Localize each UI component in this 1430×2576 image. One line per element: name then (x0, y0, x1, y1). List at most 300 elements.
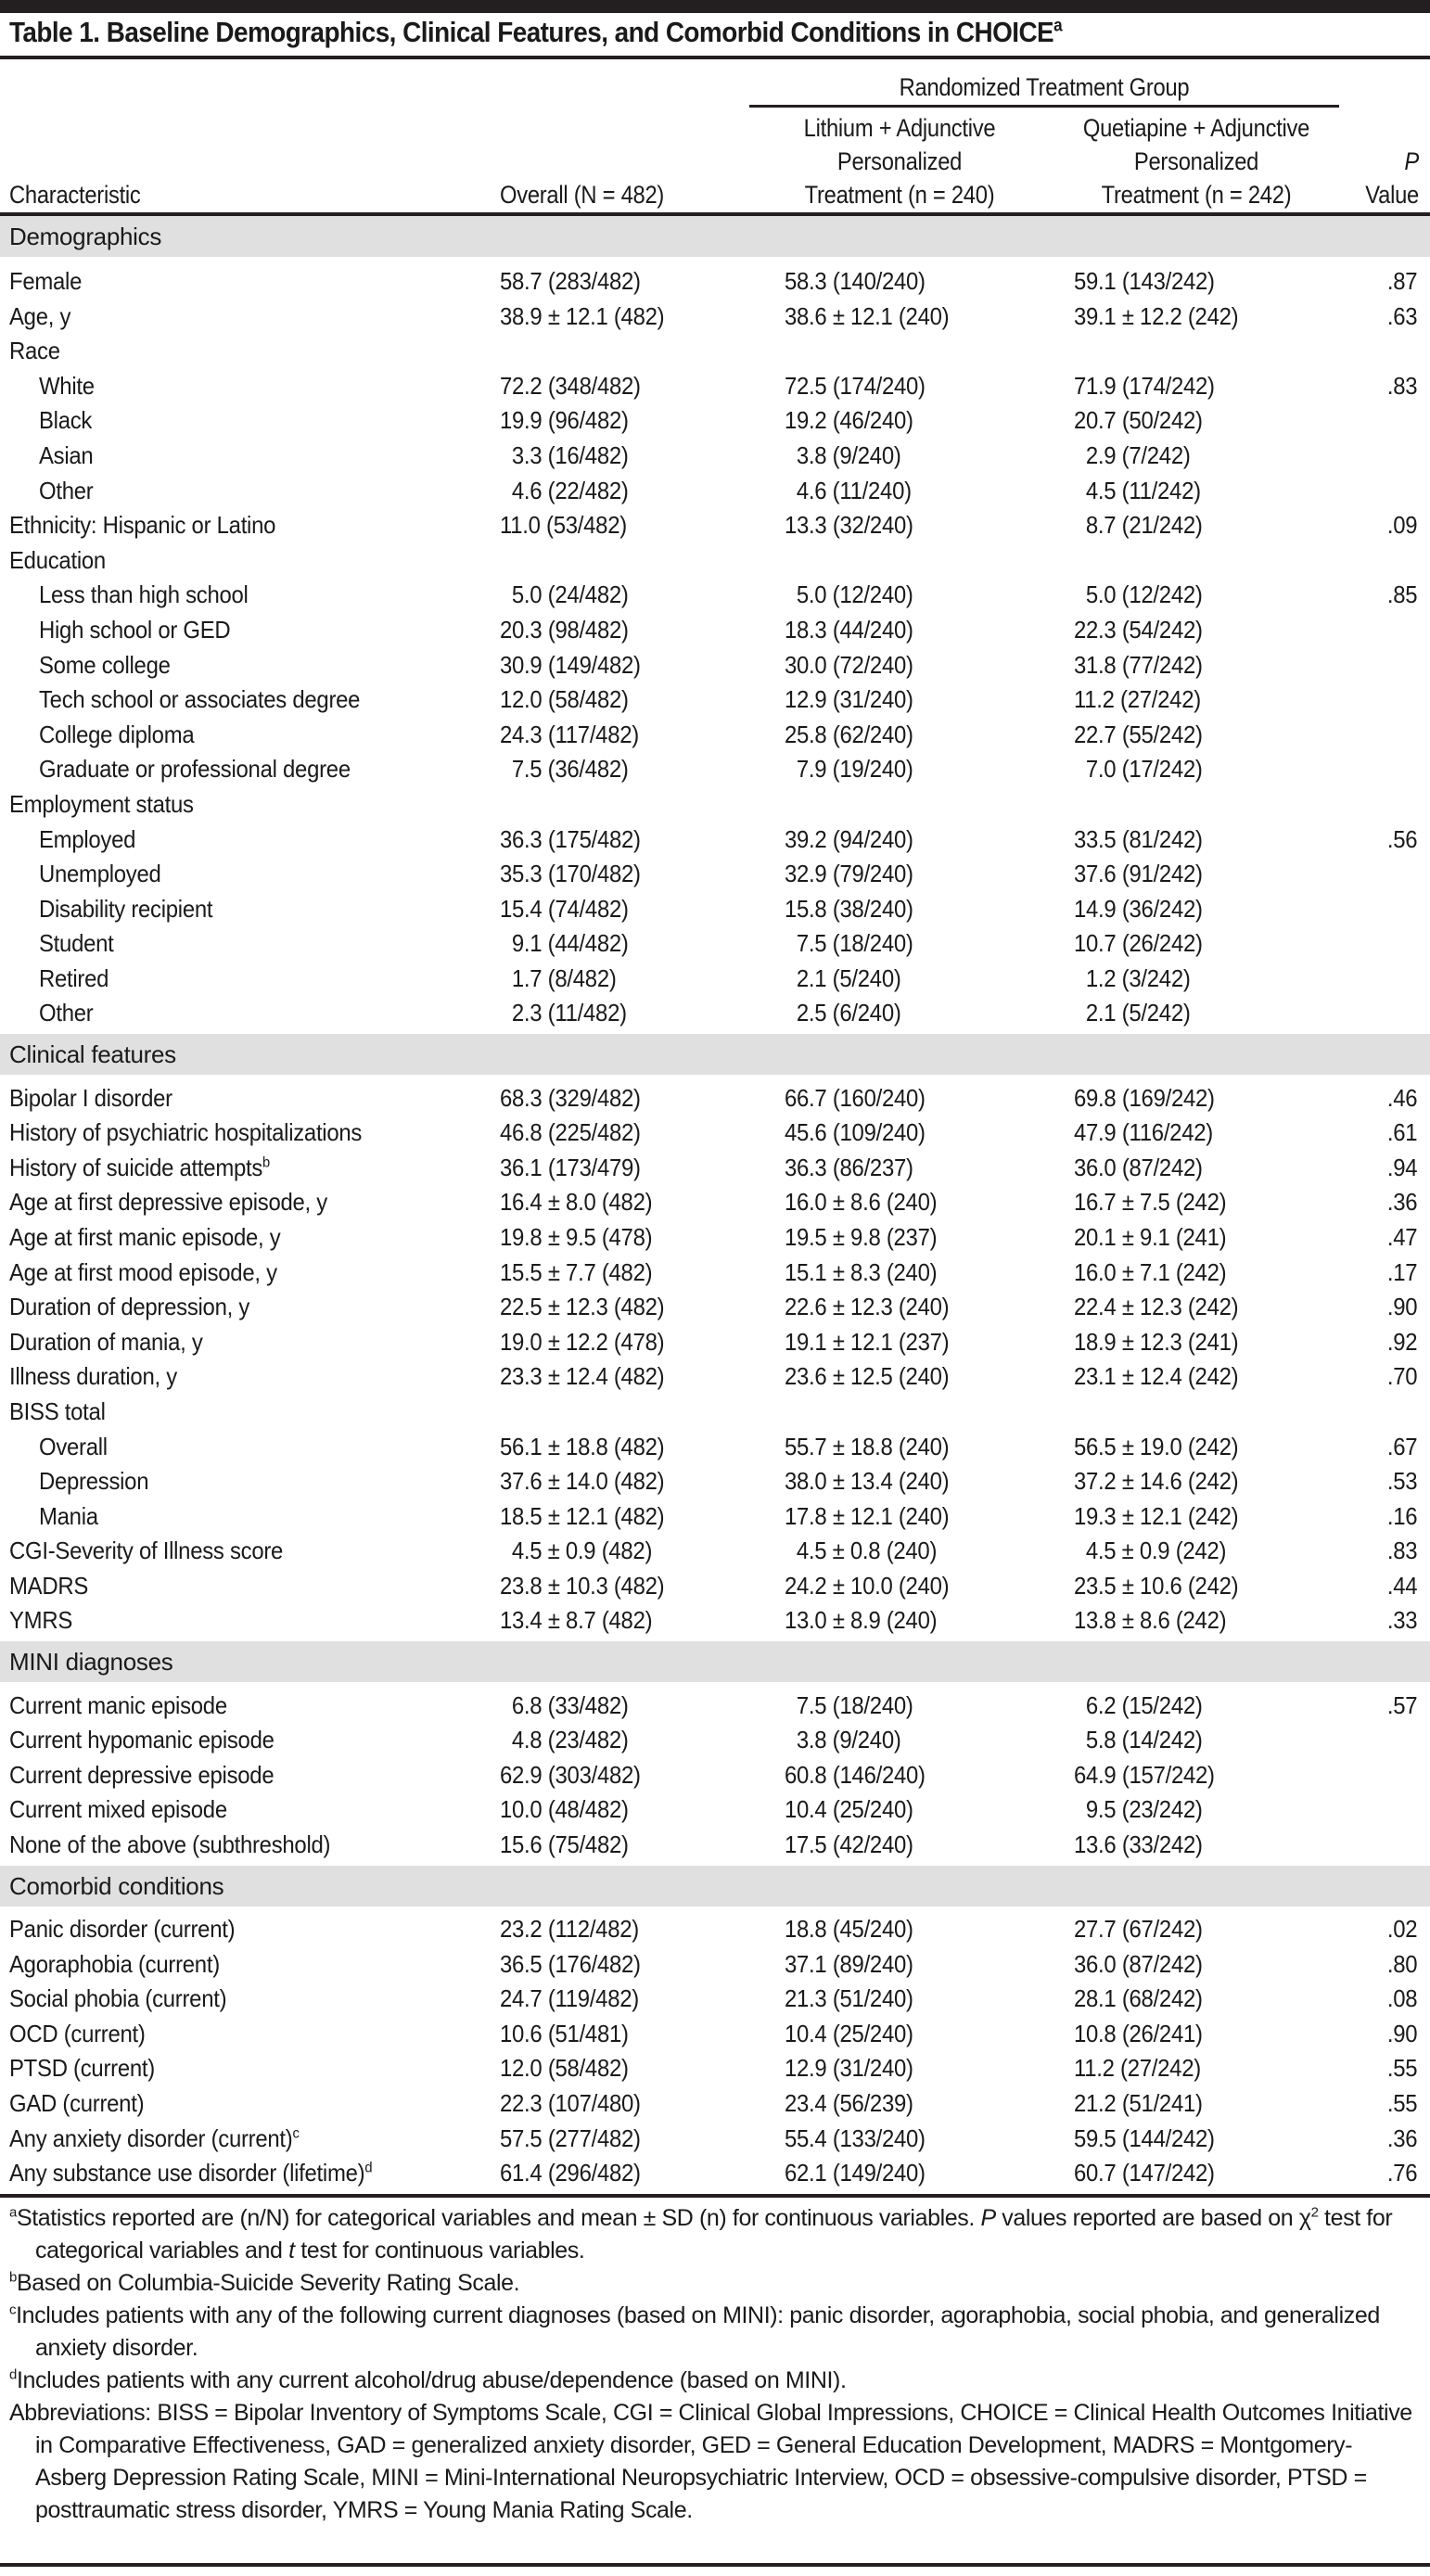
lithium-cell: 3.8 (9/240) (796, 440, 901, 469)
lithium-cell: 17.8 ± 12.1 (240) (785, 1501, 950, 1530)
lithium-cell: 19.1 ± 12.1 (237) (785, 1327, 950, 1356)
table-row (0, 578, 1430, 613)
quetiapine-cell: 33.5 (81/242) (1074, 824, 1203, 853)
row-label (39, 926, 114, 962)
table-row (0, 264, 1430, 300)
section-header: Clinical features (0, 1034, 1430, 1075)
footnote-abbreviations: Abbreviations: BISS = Bipolar Inventory of Symptoms Scale, CGI = Clinical Global Impressions, CHOICE = Clinical Health Outcomes Initiative in Comparative Effectiveness, GAD = generalized anxiety disorder, GED = General Education Development, MADRS = Montgomery-Asberg Depression Rating Scale, MINI = Mini-International Neuropsychiatric Interview, OCD = obsessive-compulsive disorder, PTSD = posttraumatic stress disorder, YMRS = Young Mania Rating Scale. (9, 2400, 1412, 2523)
lithium-cell: 24.2 ± 10.0 (240) (785, 1571, 950, 1600)
table-row (0, 1395, 1430, 1430)
row-label (39, 439, 93, 474)
lithium-cell: 10.4 (25/240) (785, 1795, 913, 1824)
p-value-cell: .17 (1386, 1257, 1417, 1286)
row-label (39, 369, 95, 404)
footnotes (9, 2202, 1419, 2527)
row-label (9, 2051, 155, 2086)
row-label-text: Tech school or associates degree (39, 685, 361, 714)
quetiapine-cell: 37.6 (91/242) (1074, 860, 1203, 888)
overall-cell: 18.5 ± 12.1 (482) (500, 1501, 665, 1530)
lithium-cell: 22.6 ± 12.3 (240) (785, 1293, 950, 1321)
row-label-text: Current hypomanic episode (9, 1726, 275, 1754)
lithium-cell: 39.2 (94/240) (785, 824, 913, 853)
row-label (9, 1534, 283, 1569)
quetiapine-cell: 23.1 ± 12.4 (242) (1074, 1362, 1239, 1391)
overall-cell: 22.3 (107/480) (500, 2089, 641, 2117)
row-label (9, 1081, 172, 1116)
quetiapine-cell: 10.8 (26/241) (1074, 2019, 1203, 2047)
table-row (0, 2086, 1430, 2122)
footnote-mark: d (9, 2366, 17, 2383)
overall-cell: 11.0 (53/482) (500, 511, 627, 540)
quetiapine-cell: 13.6 (33/242) (1074, 1830, 1203, 1858)
lithium-cell: 72.5 (174/240) (785, 371, 926, 400)
overall-cell: 61.4 (296/482) (500, 2159, 641, 2187)
row-label (9, 334, 60, 369)
overall-cell: 62.9 (303/482) (500, 1760, 641, 1789)
footnote-d (9, 2365, 1419, 2397)
row-label-text: Overall (39, 1432, 108, 1460)
row-label (39, 403, 92, 439)
row-label-text: Female (9, 267, 83, 295)
quetiapine-cell: 2.1 (5/242) (1085, 999, 1191, 1027)
lithium-cell: 7.5 (18/240) (796, 929, 913, 958)
lithium-cell: 2.5 (6/240) (796, 999, 901, 1027)
table-row (0, 2017, 1430, 2052)
row-label (9, 1359, 177, 1395)
table-row (0, 369, 1430, 404)
quetiapine-cell: 47.9 (116/242) (1074, 1118, 1213, 1147)
row-label-text: MADRS (9, 1571, 89, 1600)
quetiapine-cell: 20.1 ± 9.1 (241) (1074, 1222, 1227, 1251)
quetiapine-cell: 19.3 ± 12.1 (242) (1074, 1501, 1239, 1530)
p-value-cell: .09 (1386, 511, 1417, 540)
title-rule (0, 56, 1430, 59)
table-row (0, 823, 1430, 858)
overall-cell: 10.0 (48/482) (500, 1795, 629, 1824)
lithium-cell: 19.5 ± 9.8 (237) (785, 1222, 938, 1251)
overall-cell: 36.1 (173/479) (500, 1153, 641, 1181)
row-label-text: OCD (current) (9, 2019, 146, 2047)
row-label (9, 1569, 88, 1604)
lithium-cell: 58.3 (140/240) (785, 267, 926, 295)
lithium-cell: 7.5 (18/240) (796, 1690, 913, 1719)
row-label (39, 578, 249, 613)
quetiapine-cell: 28.1 (68/242) (1074, 1984, 1203, 2013)
lithium-cell: 17.5 (42/240) (785, 1830, 913, 1858)
overall-cell: 4.5 ± 0.9 (482) (511, 1537, 653, 1565)
quetiapine-cell: 14.9 (36/242) (1074, 894, 1203, 923)
lithium-cell: 23.4 (56/239) (785, 2089, 913, 2117)
p-value-cell: .55 (1386, 2089, 1417, 2117)
footnote-mark: c (292, 2124, 300, 2141)
row-label (39, 682, 360, 718)
quetiapine-cell: 5.0 (12/242) (1085, 580, 1203, 609)
table-row (0, 543, 1430, 579)
quetiapine-header (1057, 111, 1335, 211)
table-row (0, 2122, 1430, 2157)
footnote-b (9, 2267, 1419, 2300)
lithium-header-line: Treatment (n = 240) (804, 181, 995, 209)
quetiapine-cell: 56.5 ± 19.0 (242) (1074, 1432, 1239, 1460)
quetiapine-cell: 59.1 (143/242) (1074, 267, 1215, 295)
footer-rule (0, 2563, 1430, 2567)
quetiapine-cell: 69.8 (169/242) (1074, 1083, 1215, 1112)
row-label-text: Race (9, 337, 60, 365)
p-value-cell: .33 (1386, 1606, 1417, 1635)
row-label-text: Education (9, 545, 106, 574)
lithium-cell: 13.3 (32/240) (785, 511, 913, 540)
row-label-text: Age at first depressive episode, y (9, 1188, 327, 1217)
row-label-text: Bipolar I disorder (9, 1083, 172, 1112)
row-label (9, 508, 275, 543)
lithium-cell: 25.8 (62/240) (785, 720, 913, 748)
row-label (9, 1912, 235, 1947)
row-label-text: Depression (39, 1467, 149, 1496)
footnote-text: values reported are based on χ (995, 2205, 1311, 2231)
row-label-text: Duration of depression, y (9, 1293, 250, 1321)
footnote-a (9, 2202, 1419, 2267)
lithium-cell: 5.0 (12/240) (796, 580, 913, 609)
row-label-text: Current manic episode (9, 1690, 227, 1719)
overall-cell: 19.9 (96/482) (500, 406, 629, 435)
footnote-mark: c (9, 2302, 17, 2318)
p-value-cell: .36 (1386, 1188, 1417, 1217)
quetiapine-header-line: Treatment (n = 242) (1101, 181, 1292, 209)
table-row (0, 1499, 1430, 1535)
lithium-cell: 23.6 ± 12.5 (240) (785, 1362, 950, 1391)
p-value-cell: .87 (1386, 267, 1417, 295)
overall-cell: 20.3 (98/482) (500, 615, 629, 644)
row-label-text: Unemployed (39, 860, 161, 888)
lithium-cell: 3.8 (9/240) (796, 1726, 901, 1754)
lithium-cell: 19.2 (46/240) (785, 406, 913, 435)
row-label (9, 1828, 330, 1863)
quetiapine-cell: 64.9 (157/242) (1074, 1760, 1215, 1789)
row-label-text: Disability recipient (39, 894, 213, 923)
overall-cell: 30.9 (149/482) (500, 650, 641, 679)
overall-cell: 68.3 (329/482) (500, 1083, 641, 1112)
table-row (0, 857, 1430, 892)
quetiapine-header-line: Personalized (1133, 147, 1259, 175)
p-value-cell: .55 (1386, 2054, 1417, 2083)
overall-cell: 24.7 (119/482) (500, 1984, 639, 2013)
quetiapine-cell: 36.0 (87/242) (1074, 1949, 1203, 1978)
lithium-cell: 18.8 (45/240) (785, 1915, 913, 1944)
table-row (0, 1464, 1430, 1499)
overall-cell: 7.5 (36/482) (511, 755, 629, 784)
table-row (0, 1758, 1430, 1793)
row-label-text: College diploma (39, 720, 195, 748)
p-value-cell: .94 (1386, 1153, 1417, 1181)
p-header-line: P (1404, 147, 1419, 175)
row-label-text: Duration of mania, y (9, 1327, 203, 1356)
footnote-mark: b (262, 1154, 270, 1171)
row-label-text: History of psychiatric hospitalizations (9, 1118, 363, 1147)
table-row (0, 1569, 1430, 1604)
overall-cell: 23.2 (112/482) (500, 1915, 639, 1944)
row-label-text: PTSD (current) (9, 2054, 155, 2083)
table-row (0, 996, 1430, 1031)
overall-cell: 1.7 (8/482) (511, 963, 617, 992)
table-row (0, 1430, 1430, 1465)
table-row (0, 1947, 1430, 1983)
top-bar (0, 0, 1430, 13)
quetiapine-cell: 8.7 (21/242) (1085, 511, 1203, 540)
quetiapine-cell: 4.5 ± 0.9 (242) (1085, 1537, 1227, 1565)
row-label (9, 1689, 227, 1724)
quetiapine-cell: 22.4 ± 12.3 (242) (1074, 1293, 1239, 1321)
footnote-text: Includes patients with any current alcohol/drug abuse/dependence (based on MINI). (16, 2367, 847, 2393)
overall-cell: 23.3 ± 12.4 (482) (500, 1362, 665, 1391)
row-label-text: White (39, 371, 95, 400)
row-label-text: CGI-Severity of Illness score (9, 1537, 284, 1565)
footnote-text: Statistics reported are (n/N) for categorical variables and mean ± SD (n) for continuous variables. (16, 2205, 981, 2231)
p-value-cell: .16 (1386, 1501, 1417, 1530)
row-label-text: BISS total (9, 1396, 106, 1425)
table-row (0, 1185, 1430, 1220)
p-value-cell: .02 (1386, 1915, 1417, 1944)
row-label (9, 787, 194, 823)
overall-cell: 24.3 (117/482) (500, 720, 639, 748)
overall-cell: 58.7 (283/482) (500, 267, 641, 295)
row-label (39, 857, 161, 892)
lithium-cell: 16.0 ± 8.6 (240) (785, 1188, 938, 1217)
quetiapine-cell: 18.9 ± 12.3 (241) (1074, 1327, 1239, 1356)
row-label-text: Age at first manic episode, y (9, 1222, 281, 1251)
table-title (9, 13, 1062, 52)
overall-cell: 72.2 (348/482) (500, 371, 641, 400)
characteristic-header (9, 178, 159, 211)
footnote-text: P (980, 2205, 996, 2231)
table-row (0, 926, 1430, 962)
row-label (39, 718, 194, 753)
lithium-cell: 55.7 ± 18.8 (240) (785, 1432, 950, 1460)
row-label-text: History of suicide attempts (9, 1153, 263, 1181)
title-footnote-mark: a (1053, 16, 1063, 36)
overall-cell: 36.3 (175/482) (500, 824, 641, 853)
footnote-text: Includes patients with any of the following current diagnoses (based on MINI): panic disorder, agoraphobia, social phobia, and generalized anxiety disorder. (16, 2302, 1380, 2361)
row-label (9, 264, 82, 300)
table-row (0, 1689, 1430, 1724)
lithium-cell: 21.3 (51/240) (785, 1984, 913, 2013)
footnote-text: 2 (1310, 2204, 1319, 2221)
quetiapine-cell: 39.1 ± 12.2 (242) (1074, 301, 1239, 330)
table-row (0, 1220, 1430, 1256)
lithium-cell: 2.1 (5/240) (796, 963, 901, 992)
row-label-text: Black (39, 406, 93, 435)
row-label (39, 962, 109, 997)
p-value-cell: .70 (1386, 1362, 1417, 1391)
row-label-text: Current depressive episode (9, 1760, 275, 1789)
overall-cell: 36.5 (176/482) (500, 1949, 641, 1978)
lithium-cell: 13.0 ± 8.9 (240) (785, 1606, 938, 1635)
row-label-text: Social phobia (current) (9, 1984, 227, 2013)
overall-cell: 2.3 (11/482) (511, 999, 627, 1027)
table-row (0, 962, 1430, 997)
row-label (9, 1256, 277, 1291)
footnote-text: Based on Columbia-Suicide Severity Rating Scale. (16, 2270, 520, 2296)
row-label-text: Some college (39, 650, 171, 679)
p-value-cell: .90 (1386, 1293, 1417, 1321)
row-label (9, 543, 106, 579)
overall-cell: 23.8 ± 10.3 (482) (500, 1571, 665, 1600)
lithium-cell: 12.9 (31/240) (785, 2054, 913, 2083)
table-row (0, 1603, 1430, 1639)
section-header: Demographics (0, 216, 1430, 257)
p-value-cell: .08 (1386, 1984, 1417, 2013)
footnote-text: test for categorical variables and (35, 2205, 1393, 2264)
lithium-cell: 4.5 ± 0.8 (240) (796, 1537, 938, 1565)
row-label-text: Employed (39, 824, 136, 853)
overall-cell: 38.9 ± 12.1 (482) (500, 301, 665, 330)
p-value-cell: .92 (1386, 1327, 1417, 1356)
row-label (9, 1792, 227, 1828)
table-row (0, 718, 1430, 753)
lithium-cell: 37.1 (89/240) (785, 1949, 913, 1978)
row-label-text: Asian (39, 440, 94, 469)
row-label (9, 2156, 372, 2191)
row-label-text: Employment status (9, 789, 194, 818)
row-label-text: Illness duration, y (9, 1362, 177, 1391)
table-row (0, 2051, 1430, 2086)
overall-cell: 4.6 (22/482) (511, 476, 629, 504)
p-value-cell: .46 (1386, 1083, 1417, 1112)
row-label (39, 474, 93, 509)
row-label-text: Any anxiety disorder (current) (9, 2123, 293, 2152)
table-row (0, 1256, 1430, 1291)
table-row (0, 787, 1430, 823)
quetiapine-cell: 13.8 ± 8.6 (242) (1074, 1606, 1227, 1635)
quetiapine-cell: 1.2 (3/242) (1085, 963, 1191, 992)
overall-cell: 10.6 (51/481) (500, 2019, 629, 2047)
row-label (39, 613, 230, 648)
p-value-cell: .83 (1386, 371, 1417, 400)
overall-cell: 4.8 (23/482) (511, 1726, 629, 1754)
footnote-text: t (288, 2238, 295, 2264)
row-label (9, 1151, 270, 1186)
overall-cell: 12.0 (58/482) (500, 685, 629, 714)
footnote-mark: d (364, 2160, 373, 2176)
row-label (9, 1947, 220, 1983)
quetiapine-cell: 37.2 ± 14.6 (242) (1074, 1467, 1239, 1496)
table-row (0, 1116, 1430, 1151)
quetiapine-cell: 21.2 (51/241) (1074, 2089, 1203, 2117)
quetiapine-cell: 7.0 (17/242) (1085, 755, 1203, 784)
lithium-cell: 32.9 (79/240) (785, 860, 913, 888)
group-header-text: Randomized Treatment Group (899, 73, 1190, 101)
row-label-text: Current mixed episode (9, 1795, 227, 1824)
overall-cell: 12.0 (58/482) (500, 2054, 629, 2083)
table-row (0, 334, 1430, 369)
row-label (39, 892, 212, 927)
quetiapine-cell: 11.2 (27/242) (1074, 2054, 1201, 2083)
lithium-cell: 60.8 (146/240) (785, 1760, 926, 1789)
row-label-text: High school or GED (39, 615, 231, 644)
footnote-mark: b (9, 2269, 17, 2286)
lithium-cell: 38.6 ± 12.1 (240) (785, 301, 950, 330)
lithium-cell: 15.1 ± 8.3 (240) (785, 1257, 938, 1286)
overall-cell: 13.4 ± 8.7 (482) (500, 1606, 653, 1635)
row-label-text: Any substance use disorder (lifetime) (9, 2159, 365, 2187)
quetiapine-cell: 20.7 (50/242) (1074, 406, 1203, 435)
p-header-line: Value (1365, 181, 1419, 209)
quetiapine-cell: 4.5 (11/242) (1085, 476, 1201, 504)
footnote-mark: a (9, 2204, 17, 2221)
overall-cell: 9.1 (44/482) (511, 929, 629, 958)
lithium-cell: 38.0 ± 13.4 (240) (785, 1467, 950, 1496)
lithium-header (751, 111, 1048, 211)
table-row (0, 474, 1430, 509)
row-label-text: Ethnicity: Hispanic or Latino (9, 511, 276, 540)
row-label (9, 2086, 144, 2122)
overall-cell: 16.4 ± 8.0 (482) (500, 1188, 653, 1217)
overall-cell: 15.4 (74/482) (500, 894, 629, 923)
quetiapine-cell: 10.7 (26/242) (1074, 929, 1203, 958)
table-row (0, 1081, 1430, 1116)
table-row (0, 1325, 1430, 1360)
table-row (0, 648, 1430, 683)
quetiapine-cell: 5.8 (14/242) (1085, 1726, 1203, 1754)
lithium-cell: 30.0 (72/240) (785, 650, 913, 679)
lithium-header-line: Personalized (836, 147, 963, 175)
table-row (0, 1792, 1430, 1828)
lithium-cell: 12.9 (31/240) (785, 685, 913, 714)
overall-cell: 22.5 ± 12.3 (482) (500, 1293, 665, 1321)
table-row (0, 682, 1430, 718)
quetiapine-cell: 27.7 (67/242) (1074, 1915, 1203, 1944)
p-value-cell: .44 (1386, 1571, 1417, 1600)
table-row (0, 1912, 1430, 1947)
row-label-text: Agoraphobia (current) (9, 1949, 220, 1978)
row-label (9, 1982, 226, 2017)
row-label (9, 2017, 146, 2052)
table-row (0, 1151, 1430, 1186)
lithium-cell: 7.9 (19/240) (796, 755, 913, 784)
footnote-c (9, 2300, 1419, 2365)
p-value-cell: .67 (1386, 1432, 1417, 1460)
p-value-cell: .56 (1386, 824, 1417, 853)
table-row (0, 1359, 1430, 1395)
p-value-cell: .83 (1386, 1537, 1417, 1565)
table-row (0, 508, 1430, 543)
row-label-text: Other (39, 999, 94, 1027)
table-row (0, 892, 1430, 927)
p-value-cell: .80 (1386, 1949, 1417, 1978)
row-label-text: Mania (39, 1501, 98, 1530)
lithium-cell: 45.6 (109/240) (785, 1118, 926, 1147)
quetiapine-cell: 23.5 ± 10.6 (242) (1074, 1571, 1239, 1600)
row-label (39, 1499, 98, 1535)
row-label (9, 1325, 203, 1360)
lithium-cell: 18.3 (44/240) (785, 615, 913, 644)
quetiapine-cell: 36.0 (87/242) (1074, 1153, 1203, 1181)
table-row (0, 752, 1430, 787)
row-label (9, 1116, 362, 1151)
table-body (0, 216, 1430, 2191)
overall-cell: 56.1 ± 18.8 (482) (500, 1432, 665, 1460)
quetiapine-cell: 6.2 (15/242) (1085, 1690, 1203, 1719)
table-row (0, 1982, 1430, 2017)
p-value-cell: .57 (1386, 1690, 1417, 1719)
quetiapine-cell: 31.8 (77/242) (1074, 650, 1203, 679)
p-value-cell: .47 (1386, 1222, 1417, 1251)
lithium-cell: 10.4 (25/240) (785, 2019, 913, 2047)
row-label (9, 1220, 280, 1256)
table-row (0, 2156, 1430, 2191)
p-value-cell: .76 (1386, 2159, 1417, 2187)
quetiapine-cell: 22.7 (55/242) (1074, 720, 1203, 748)
table-row (0, 300, 1430, 335)
